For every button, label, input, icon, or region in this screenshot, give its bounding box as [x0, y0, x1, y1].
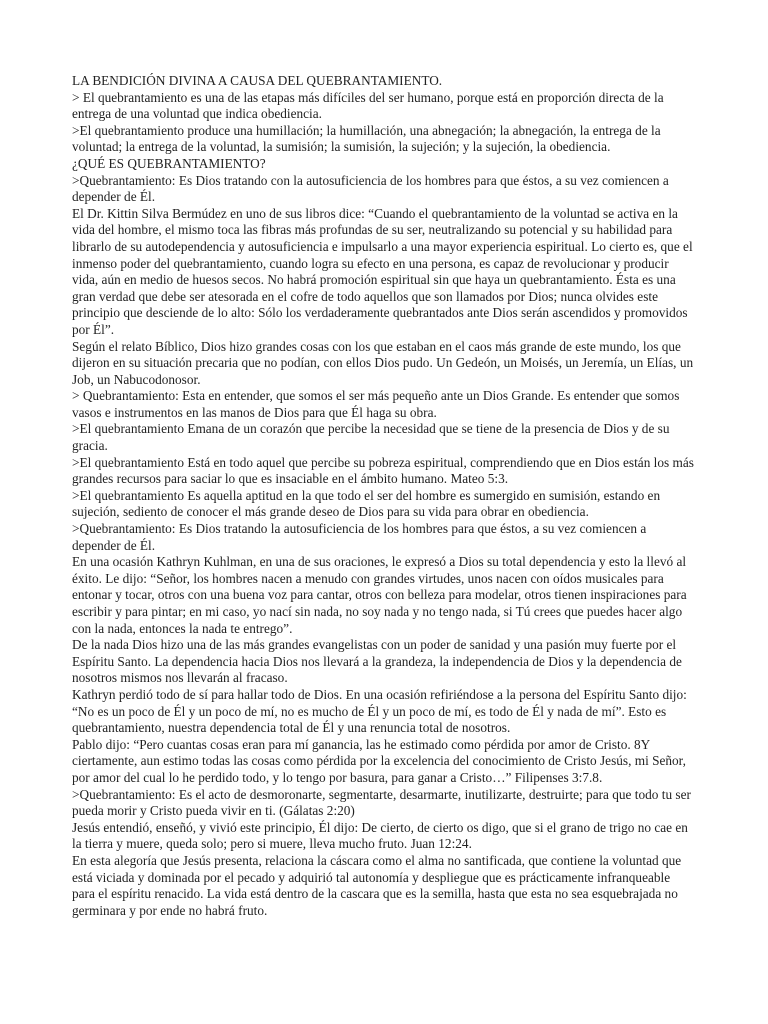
section-heading: ¿QUÉ ES QUEBRANTAMIENTO? [72, 155, 266, 171]
paragraph: Jesús entendió, enseñó, y vivió este principio, Él dijo: De cierto, de cierto os digo, que si el grano de trigo no cae en la tierra y muere, queda solo; pero si muere, lleva mucho fruto. Juan 12:24. [72, 819, 688, 852]
paragraph: En esta alegoría que Jesús presenta, relaciona la cáscara como el alma no santificada, que contiene la voluntad que está viciada y dominada por el pecado y adquirió tal autonomía y despliegue que es prácticamente infranqueable para el espíritu renacido. La vida está dentro de la cascara que es la semilla, hasta que esta no sea esquebrajada no germinara y por ende no habrá fruto. [72, 852, 682, 918]
paragraph: Kathryn perdió todo de sí para hallar todo de Dios. En una ocasión refiriéndose a la persona del Espíritu Santo dijo: “No es un poco de Él y un poco de mí, no es mucho de Él y un poco de mí, es todo de Él y nada de mí”. Esto es quebrantamiento, nuestra dependencia total de Él y una renuncia total de nosotros. [72, 686, 687, 736]
paragraph: El Dr. Kittin Silva Bermúdez en uno de sus libros dice: “Cuando el quebrantamiento de la voluntad se activa en la vida del hombre, el mismo toca las fibras más profundas de su ser, neutralizando su potencial y su habilidad para librarlo de su autodependencia y autosuficiencia e impulsarlo a una mayor experiencia espiritual. Lo cierto es, que el inmenso poder del quebrantamiento, cuando logra su efecto en una persona, es capaz de revolucionar y producir vida, aún en medio de huesos secos. No habrá promoción espiritual sin que haya un quebrantamiento. Ésta es una gran verdad que debe ser atesorada en el cofre de todo aquellos que son llamados por Dios; nunca olvides este principio que desciende de lo alto: Sólo los verdaderamente quebrantados ante Dios serán ascendidos y promovidos por Él”. [72, 205, 693, 337]
paragraph: >Quebrantamiento: Es Dios tratando la autosuficiencia de los hombres para que éstos, a su vez comiencen a depender de Él. [72, 521, 647, 553]
paragraph: En una ocasión Kathryn Kuhlman, en una de sus oraciones, le expresó a Dios su total dependencia y esto la llevó al éxito. Le dijo: “Señor, los hombres nacen a menudo con grandes virtudes, unos nacen con oídos musicales para entonar y tocar, otros con una buena voz para cantar, otros con belleza para modelar, otros tienen inspiraciones para escribir y para pintar; en mi caso, yo nací sin nada, no soy nada y no tengo nada, si Tú crees que puedes hacer algo con la nada, entonces la nada te entrego”. [72, 554, 687, 636]
paragraph: >El quebrantamiento produce una humillación; la humillación, una abnegación; la abnegación, la entrega de la voluntad; la entrega de la voluntad, la sumisión; la sumisión, la sujeción; y la sujeción, la obediencia. [72, 122, 661, 155]
paragraph: Pablo dijo: “Pero cuantas cosas eran para mí ganancia, las he estimado como pérdida por amor de Cristo. 8Y ciertamente, aun estimo todas las cosas como pérdida por la excelencia del conocimiento de Cristo Jesús, mi Señor, por amor del cual lo he perdido todo, y lo tengo por basura, para ganar a Cristo…” Filipenses 3:7.8. [72, 736, 686, 785]
paragraph: >El quebrantamiento Emana de un corazón que percibe la necesidad que se tiene de la presencia de Dios y de su gracia. [72, 421, 670, 454]
paragraph: Según el relato Bíblico, Dios hizo grandes cosas con los que estaban en el caos más grande de este mundo, los que dijeron en su situación precaria que no podían, con ellos Dios pudo. Un Gedeón, un Moisés, un Jeremía, un Elías, un Job, un Nabucodonosor. [72, 338, 694, 387]
paragraph: De la nada Dios hizo una de las más grandes evangelistas con un poder de sanidad y una pasión muy fuerte por el Espíritu Santo. La dependencia hacia Dios nos llevará a la grandeza, la independencia de Dios y la dependencia de nosotros mismos nos llevarán al fracaso. [72, 637, 682, 686]
paragraph: >Quebrantamiento: Es el acto de desmoronarte, segmentarte, desarmarte, inutilizarte, destruirte; para que todo tu ser pueda morir y Cristo pueda vivir en ti. (Gálatas 2:20) [72, 786, 691, 819]
paragraph: > Quebrantamiento: Esta en entender, que somos el ser más pequeño ante un Dios Grande. Es entender que somos vasos e instrumentos en las manos de Dios para que Él haga su obra. [72, 388, 680, 420]
paragraph: >Quebrantamiento: Es Dios tratando con la autosuficiencia de los hombres para que éstos, a su vez comiencen a depender de Él. [72, 172, 669, 205]
document-title: LA BENDICIÓN DIVINA A CAUSA DEL QUEBRANTAMIENTO. [72, 73, 443, 88]
paragraph: >El quebrantamiento Está en todo aquel que percibe su pobreza espiritual, comprendiendo que en Dios están los más grandes recursos para saciar lo que es insaciable en el ámbito humano. Mateo 5:3. [72, 454, 694, 487]
paragraph: > El quebrantamiento es una de las etapas más difíciles del ser humano, porque está en proporción directa de la entrega de una voluntad que indica obediencia. [72, 89, 664, 122]
paragraph: >El quebrantamiento Es aquella aptitud en la que todo el ser del hombre es sumergido en sumisión, estando en sujeción, sediento de conocer el más grande deseo de Dios para su vida para obrar en obediencia. [72, 487, 661, 520]
document-page [72, 73, 696, 919]
